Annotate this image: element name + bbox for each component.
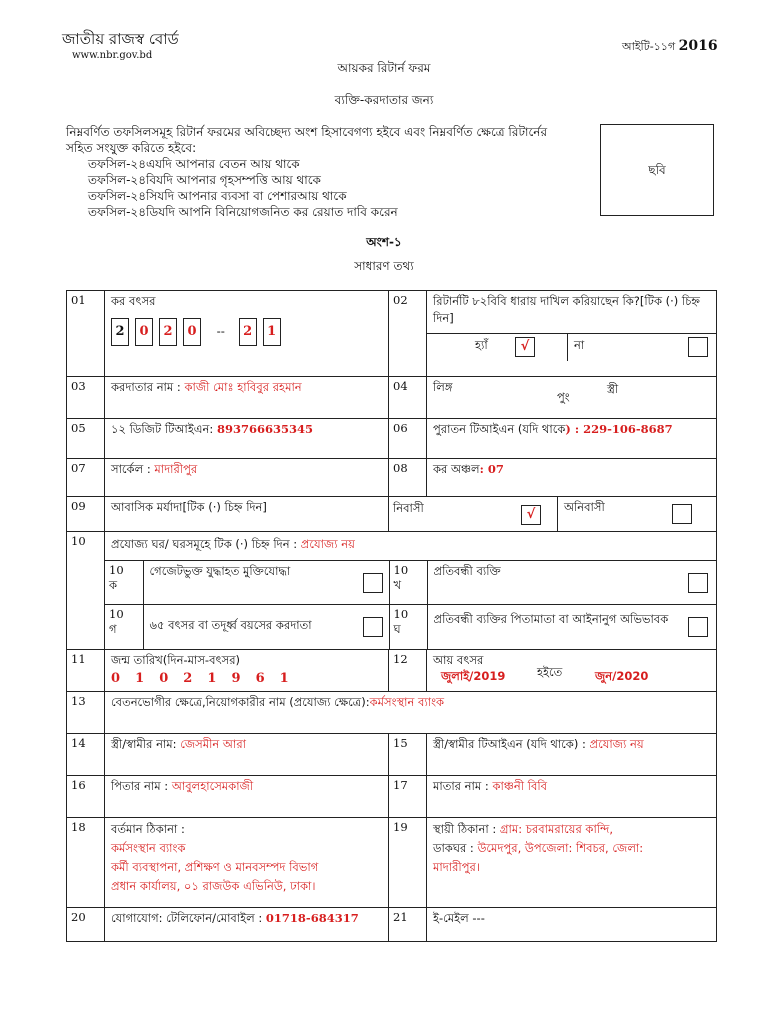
present-address-line[interactable]: প্রধান কার্যালয়, ০১ রাজউক এভিনিউ, ঢাকা। — [111, 878, 316, 893]
permanent-address-line[interactable]: উমেদপুর, উপজেলা: শিবচর, জেলা: — [477, 840, 644, 855]
general-info-table — [66, 290, 717, 942]
employer-value[interactable]: কর্মসংস্থান ব্যাংক — [369, 694, 445, 709]
form-title: আয়কর রিটার্ন ফরম — [337, 61, 431, 75]
contact-cell — [105, 907, 389, 941]
tax-year-digit[interactable]: 2 — [111, 318, 129, 346]
senior-citizen-cell: ৬৫ বৎসর বা তদূর্ধ্ব বয়সের করদাতা — [143, 605, 389, 649]
gender-cell — [427, 377, 717, 419]
post-office-label: ডাকঘর : — [433, 840, 478, 855]
schedule-list — [66, 156, 586, 220]
sub-num: 10 গ — [105, 605, 143, 649]
row-num: 12 — [389, 649, 427, 691]
part-number: অংশ-১ — [366, 235, 402, 249]
row-num: 17 — [389, 775, 427, 817]
sub-num: 10 ক — [105, 561, 143, 605]
resident-label: নিবাসী — [393, 501, 424, 515]
present-address-label: বর্তমান ঠিকানা : — [111, 821, 185, 836]
form-code-prefix: আইটি-১১গ — [622, 40, 676, 53]
taxpayer-name-value[interactable]: কাজী মোঃ হাবিবুর রহমান — [184, 380, 302, 394]
father-name-value[interactable]: আবুলহাসেমকাজী — [171, 778, 254, 793]
tax-zone-value[interactable]: : 07 — [479, 462, 504, 476]
father-name-label: পিতার নাম : — [111, 778, 172, 793]
row-num: 18 — [67, 817, 105, 907]
email-cell — [427, 907, 717, 941]
row-num: 21 — [389, 907, 427, 941]
employer-cell — [105, 691, 717, 733]
spouse-tin-cell — [427, 733, 717, 775]
instruction-line-2: সহিত সংযুক্ত করিতে হইবে: — [66, 141, 197, 155]
permanent-address-cell — [427, 817, 717, 907]
guardian-checkbox[interactable] — [688, 617, 708, 637]
schedule-item: তফসিল-২৪সিযদি আপনার ব্যবসা বা পেশারআয় থাকে — [88, 189, 347, 203]
row-num: 07 — [67, 459, 105, 497]
tax-year-separator: -- — [216, 324, 225, 338]
present-address-line[interactable]: কর্মসংস্থান ব্যাংক — [111, 840, 186, 855]
row-num: 02 — [389, 291, 427, 377]
freedom-fighter-cell: গেজেটভুক্ত যুদ্ধাহত মুক্তিযোদ্ধা — [143, 561, 389, 605]
schedule-item: তফসিল-২৪বিযদি আপনার গৃহসম্পত্তি আয় থাকে — [88, 173, 321, 187]
spouse-tin-label: স্ত্রী/স্বামীর টিআইএন (যদি থাকে) : — [433, 736, 590, 751]
disabled-person-checkbox[interactable] — [688, 573, 708, 593]
income-year-cell — [427, 649, 717, 691]
tin-label: ১২ ডিজিট টিআইএন: — [111, 422, 217, 436]
circle-cell — [105, 459, 389, 497]
nonresident-option — [558, 497, 716, 531]
special-category-value[interactable]: প্রযোজ্য নয় — [300, 537, 355, 551]
taxpayer-name-label: করদাতার নাম : — [111, 380, 185, 394]
no-option — [568, 334, 716, 361]
form-subtitle: ব্যক্তি-করদাতার জন্য — [334, 93, 434, 107]
tax-year-digit[interactable]: 0 — [183, 318, 201, 346]
tax-year-digits — [111, 318, 382, 346]
row-num: 20 — [67, 907, 105, 941]
website: www.nbr.gov.bd — [72, 50, 153, 61]
schedule-item: তফসিল-২৪এযদি আপনার বেতন আয় থাকে — [88, 157, 300, 171]
yes-label: হ্যাঁ — [475, 338, 488, 352]
yes-checkbox[interactable]: √ — [515, 337, 535, 357]
contact-value[interactable]: 01718-684317 — [265, 910, 359, 925]
resident-option — [389, 497, 558, 531]
schedule-item: তফসিল-২৪ডিযদি আপনি বিনিয়োগজনিত কর রেয়াত দাবি করেন — [88, 205, 398, 219]
nonresident-label: অনিবাসী — [564, 500, 605, 514]
residential-status-cell — [105, 497, 389, 532]
form-code — [622, 38, 718, 57]
permanent-address-label: স্থায়ী ঠিকানা : — [433, 821, 500, 836]
income-year-mid: হইতে — [537, 664, 563, 679]
tax-year-digit[interactable]: 0 — [135, 318, 153, 346]
row-num: 14 — [67, 733, 105, 775]
sub-num: 10 খ — [389, 561, 427, 605]
dob-value[interactable]: 0 1 0 2 1 9 6 1 — [111, 670, 291, 686]
section82bb-cell — [427, 291, 717, 377]
dob-cell — [105, 649, 389, 691]
row-num: 15 — [389, 733, 427, 775]
tax-year-digit[interactable]: 2 — [239, 318, 257, 346]
special-category-label: প্রযোজ্য ঘর/ ঘরসমূহে টিক (·) চিহ্ন দিন : প্রযোজ্য নয় — [111, 537, 355, 551]
circle-label: সার্কেল : — [111, 462, 155, 476]
permanent-address-line[interactable]: গ্রাম: চরবামরায়ের কান্দি, — [499, 821, 613, 836]
no-checkbox[interactable] — [688, 337, 708, 357]
form-code-year: 2016 — [678, 38, 718, 54]
resident-checkbox[interactable]: √ — [521, 505, 541, 525]
income-year-from[interactable]: জুলাই/2019 — [441, 668, 506, 683]
yes-option — [427, 334, 568, 361]
gender-male[interactable]: পুং — [557, 390, 570, 404]
section-title: সাধারণ তথ্য — [354, 259, 414, 273]
section82bb-label: রিটার্নটি ৮২বিবি ধারায় দাখিল করিয়াছেন কি?[টিক (·) চিহ্ন দিন] — [433, 294, 700, 325]
spouse-name-cell — [105, 733, 389, 775]
residential-status-label: আবাসিক মর্যাদা[টিক (·) চিহ্ন দিন] — [111, 500, 267, 514]
nonresident-checkbox[interactable] — [672, 504, 692, 524]
row-num: 05 — [67, 419, 105, 459]
row-num: 11 — [67, 649, 105, 691]
row-num: 10 — [67, 532, 105, 650]
tax-zone-cell — [427, 459, 717, 497]
mother-name-label: মাতার নাম : — [433, 778, 493, 793]
row-num: 08 — [389, 459, 427, 497]
tax-year-digit[interactable]: 1 — [263, 318, 281, 346]
row-num: 04 — [389, 377, 427, 419]
row-num: 16 — [67, 775, 105, 817]
taxpayer-name-cell — [105, 377, 389, 419]
income-year-to[interactable]: জুন/2020 — [595, 668, 649, 683]
old-tin-cell — [427, 419, 717, 459]
income-year-label: আয় বৎসর — [433, 652, 484, 667]
old-tin-value[interactable]: ) : 229-106-8687 — [565, 422, 673, 436]
father-name-cell — [105, 775, 389, 817]
gender-female[interactable]: স্ত্রী — [607, 382, 619, 396]
present-address-line[interactable]: কর্মী ব্যবস্থাপনা, প্রশিক্ষণ ও মানবসম্পদ বিভাগ — [111, 859, 319, 874]
old-tin-label: পুরাতন টিআইএন (যদি থাকে — [433, 422, 566, 436]
photo-label: ছবি — [648, 163, 666, 177]
tin-cell — [105, 419, 389, 459]
row-num: 03 — [67, 377, 105, 419]
tax-year-cell — [105, 291, 389, 377]
tax-year-digit[interactable]: 2 — [159, 318, 177, 346]
spouse-name-value[interactable]: জেসমীন আরা — [180, 736, 247, 751]
sub-num: 10 ঘ — [389, 605, 427, 649]
instruction-line-1: নিম্নবর্ণিত তফসিলসমূহ রিটার্ন ফরমের অবিচ্ছেদ্য অংশ হিসাবেগণ্য হইবে এবং নিম্নবর্ণিত ক্ষেত্রে রিটার্নের — [66, 125, 548, 139]
guardian-cell: প্রতিবন্ধী ব্যক্তির পিতামাতা বা আইনানুগ অভিভাবক — [427, 605, 716, 649]
org-name: জাতীয় রাজস্ব বোর্ড — [62, 30, 179, 48]
special-category-grid — [105, 560, 716, 649]
dob-label: জন্ম তারিখ(দিন-মাস-বৎসর) — [111, 652, 241, 667]
row-num: 09 — [67, 497, 105, 532]
row-num: 19 — [389, 817, 427, 907]
contact-label: যোগাযোগ: টেলিফোন/মোবাইল : — [111, 910, 266, 925]
mother-name-value[interactable]: কাঞ্চনী বিবি — [492, 778, 548, 793]
row-num: 06 — [389, 419, 427, 459]
freedom-fighter-checkbox[interactable] — [363, 573, 383, 593]
tax-zone-label: কর অঞ্চল — [433, 462, 480, 476]
spouse-tin-value[interactable]: প্রযোজ্য নয় — [589, 736, 644, 751]
present-address-cell — [105, 817, 389, 907]
no-label: না — [574, 338, 585, 352]
mother-name-cell — [427, 775, 717, 817]
senior-citizen-checkbox[interactable] — [363, 617, 383, 637]
gender-label: লিঙ্গ — [433, 380, 453, 394]
photo-box — [600, 124, 714, 216]
spouse-name-label: স্ত্রী/স্বামীর নাম: — [111, 736, 181, 751]
tax-year-label: কর বৎসর — [111, 294, 156, 308]
permanent-address-line[interactable]: মাদারীপুর। — [433, 859, 480, 874]
residential-options — [389, 497, 717, 532]
circle-value[interactable]: মাদারীপুর — [154, 462, 198, 476]
tin-value[interactable]: 893766635345 — [216, 422, 313, 436]
row-num: 01 — [67, 291, 105, 377]
special-category-cell — [105, 532, 717, 650]
row-num: 13 — [67, 691, 105, 733]
employer-label: বেতনভোগীর ক্ষেত্রে,নিয়োগকারীর নাম (প্রযোজ্য ক্ষেত্রে): — [111, 694, 370, 709]
disabled-person-cell: প্রতিবন্ধী ব্যক্তি — [427, 561, 716, 605]
email-label[interactable]: ই-মেইল --- — [433, 910, 485, 925]
instructions — [66, 124, 586, 220]
